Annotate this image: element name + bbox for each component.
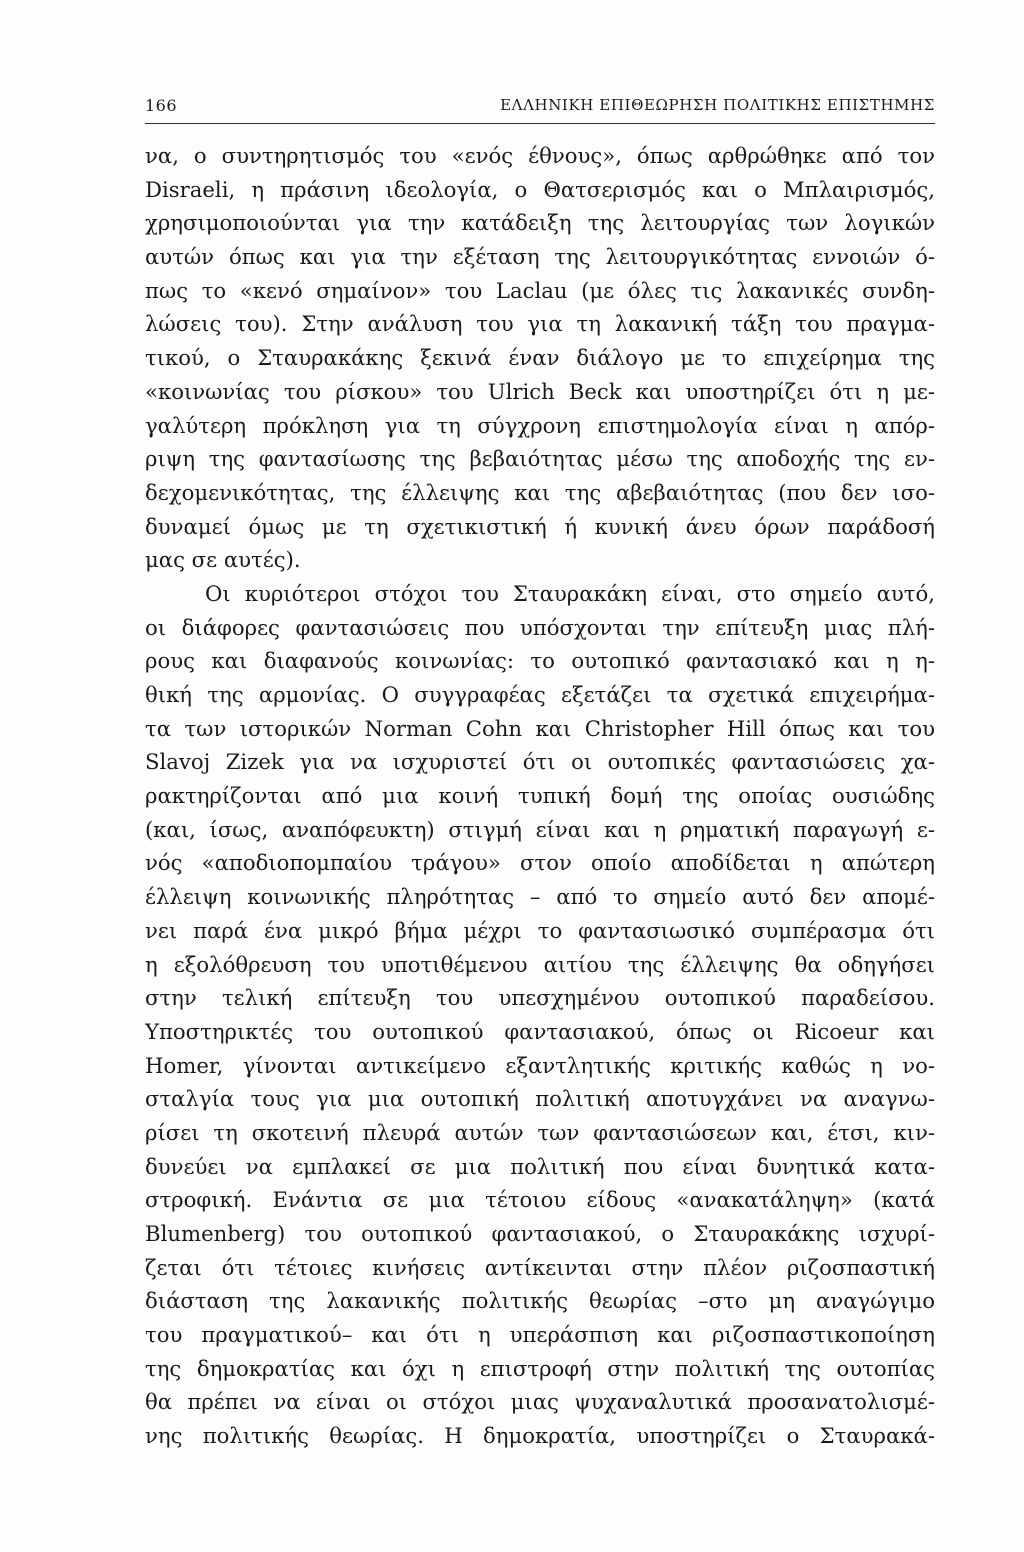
text-line: διάσταση της λακανικής πολιτικής θεωρίας –στο μη αναγώγιμο [145, 1288, 935, 1314]
text-line: πως το «κενό σημαίνον» του Laclau (με όλες τις λακανικές συνδη- [145, 277, 935, 303]
text-line: να, ο συντηρητισμός του «ενός έθνους», όπως αρθρώθηκε από τον [145, 143, 935, 168]
text-line: δεχομενικότητας, της έλλειψης και της αβεβαιότητας (που δεν ισο- [145, 479, 935, 505]
header-rule [145, 123, 935, 124]
running-head [145, 94, 935, 124]
text-line: μας σε αυτές). [145, 547, 301, 573]
text-line: στην τελική επίτευξη του υπεσχημένου ουτοπικού παραδείσου. [145, 985, 935, 1011]
text-line: θική της αρμονίας. Ο συγγραφέας εξετάζει τα σχετικά επιχειρήμα- [145, 682, 935, 707]
text-line: δυναμεί όμως με τη σχετικιστική ή κυνική άνευ όρων παράδοσή [145, 513, 935, 539]
text-line: της δημοκρατίας και όχι η επιστροφή στην πολιτική της ουτοπίας [145, 1355, 935, 1381]
text-line: ρους και διαφανούς κοινωνίας: το ουτοπικό φαντασιακό και η η- [145, 648, 935, 674]
text-line: Οι κυριότεροι στόχοι του Σταυρακάκη είναι, στο σημείο αυτό, [205, 580, 935, 606]
text-line: «κοινωνίας του ρίσκου» του Ulrich Beck και υποστηρίζει ότι η με- [145, 378, 935, 404]
journal-title: ΕΛΛΗΝΙΚΗ ΕΠΙΘΕΩΡΗΣΗ ΠΟΛΙΤΙΚΗΣ ΕΠΙΣΤΗΜΗΣ [500, 96, 935, 114]
text-line: λώσεις του). Στην ανάλυση του για τη λακανική τάξη του πραγμα- [145, 311, 935, 337]
text-line: ρίσει τη σκοτεινή πλευρά αυτών των φαντασιώσεων και, έτσι, κιν- [145, 1119, 935, 1145]
text-line: τα των ιστορικών Norman Cohn και Christopher Hill όπως και του [145, 715, 935, 741]
page-number: 166 [145, 96, 178, 115]
text-line: νης πολιτικής θεωρίας. Η δημοκρατία, υποστηρίζει ο Σταυρακά- [145, 1423, 935, 1449]
text-line: του πραγματικού– και ότι η υπεράσπιση και ριζοσπαστικοποίηση [145, 1322, 935, 1348]
text-line: σταλγία τους για μια ουτοπική πολιτική αποτυγχάνει να αναγνω- [145, 1086, 935, 1112]
text-line: δυνεύει να εμπλακεί σε μια πολιτική που είναι δυνητικά κατα- [145, 1153, 935, 1179]
text-line: ρακτηρίζονται από μια κοινή τυπική δομή της οποίας ουσιώδης [145, 783, 935, 809]
body-text [145, 139, 935, 1453]
text-line: Blumenberg) του ουτοπικού φαντασιακού, ο Σταυρακάκης ισχυρί- [145, 1221, 935, 1246]
text-line: οι διάφορες φαντασιώσεις που υπόσχονται την επίτευξη μιας πλή- [145, 614, 935, 640]
text-line: νός «αποδιοπομπαίου τράγου» στον οποίο αποδίδεται η απώτερη [145, 850, 935, 876]
text-line: ριψη της φαντασίωσης της βεβαιότητας μέσω της αποδοχής της εν- [145, 446, 935, 472]
text-line: αυτών όπως και για την εξέταση της λειτουργικότητας εννοιών ό- [145, 244, 935, 270]
text-line: στροφική. Ενάντια σε μια τέτοιου είδους «ανακατάληψη» (κατά [145, 1187, 935, 1213]
text-line: Homer, γίνονται αντικείμενο εξαντλητικής κριτικής καθώς η νο- [145, 1052, 935, 1078]
text-line: Disraeli, η πράσινη ιδεολογία, ο Θατσερισμός και ο Μπλαιρισμός, [145, 176, 935, 202]
text-line: χρησιμοποιούνται για την κατάδειξη της λειτουργίας των λογικών [145, 210, 935, 236]
text-line: (και, ίσως, αναπόφευκτη) στιγμή είναι και η ρηματική παραγωγή ε- [145, 816, 935, 842]
text-line: ζεται ότι τέτοιες κινήσεις αντίκεινται στην πλέον ριζοσπαστική [145, 1254, 935, 1280]
text-line: νει παρά ένα μικρό βήμα μέχρι το φαντασιωσικό συμπέρασμα ότι [145, 917, 935, 943]
text-line: Υποστηρικτές του ουτοπικού φαντασιακού, όπως οι Ricoeur και [145, 1018, 935, 1044]
text-line: Slavoj Zizek για να ισχυριστεί ότι οι ουτοπικές φαντασιώσεις χα- [145, 749, 935, 775]
text-line: έλλειψη κοινωνικής πληρότητας – από το σημείο αυτό δεν απομέ- [145, 884, 935, 910]
text-line: θα πρέπει να είναι οι στόχοι μιας ψυχαναλυτικά προσανατολισμέ- [145, 1389, 935, 1415]
text-line: η εξολόθρευση του υποτιθέμενου αιτίου της έλλειψης θα οδηγήσει [145, 951, 935, 977]
text-line: τικού, ο Σταυρακάκης ξεκινά έναν διάλογο με το επιχείρημα της [145, 345, 935, 371]
text-line: γαλύτερη πρόκληση για τη σύγχρονη επιστημολογία είναι η απόρ- [145, 412, 935, 438]
